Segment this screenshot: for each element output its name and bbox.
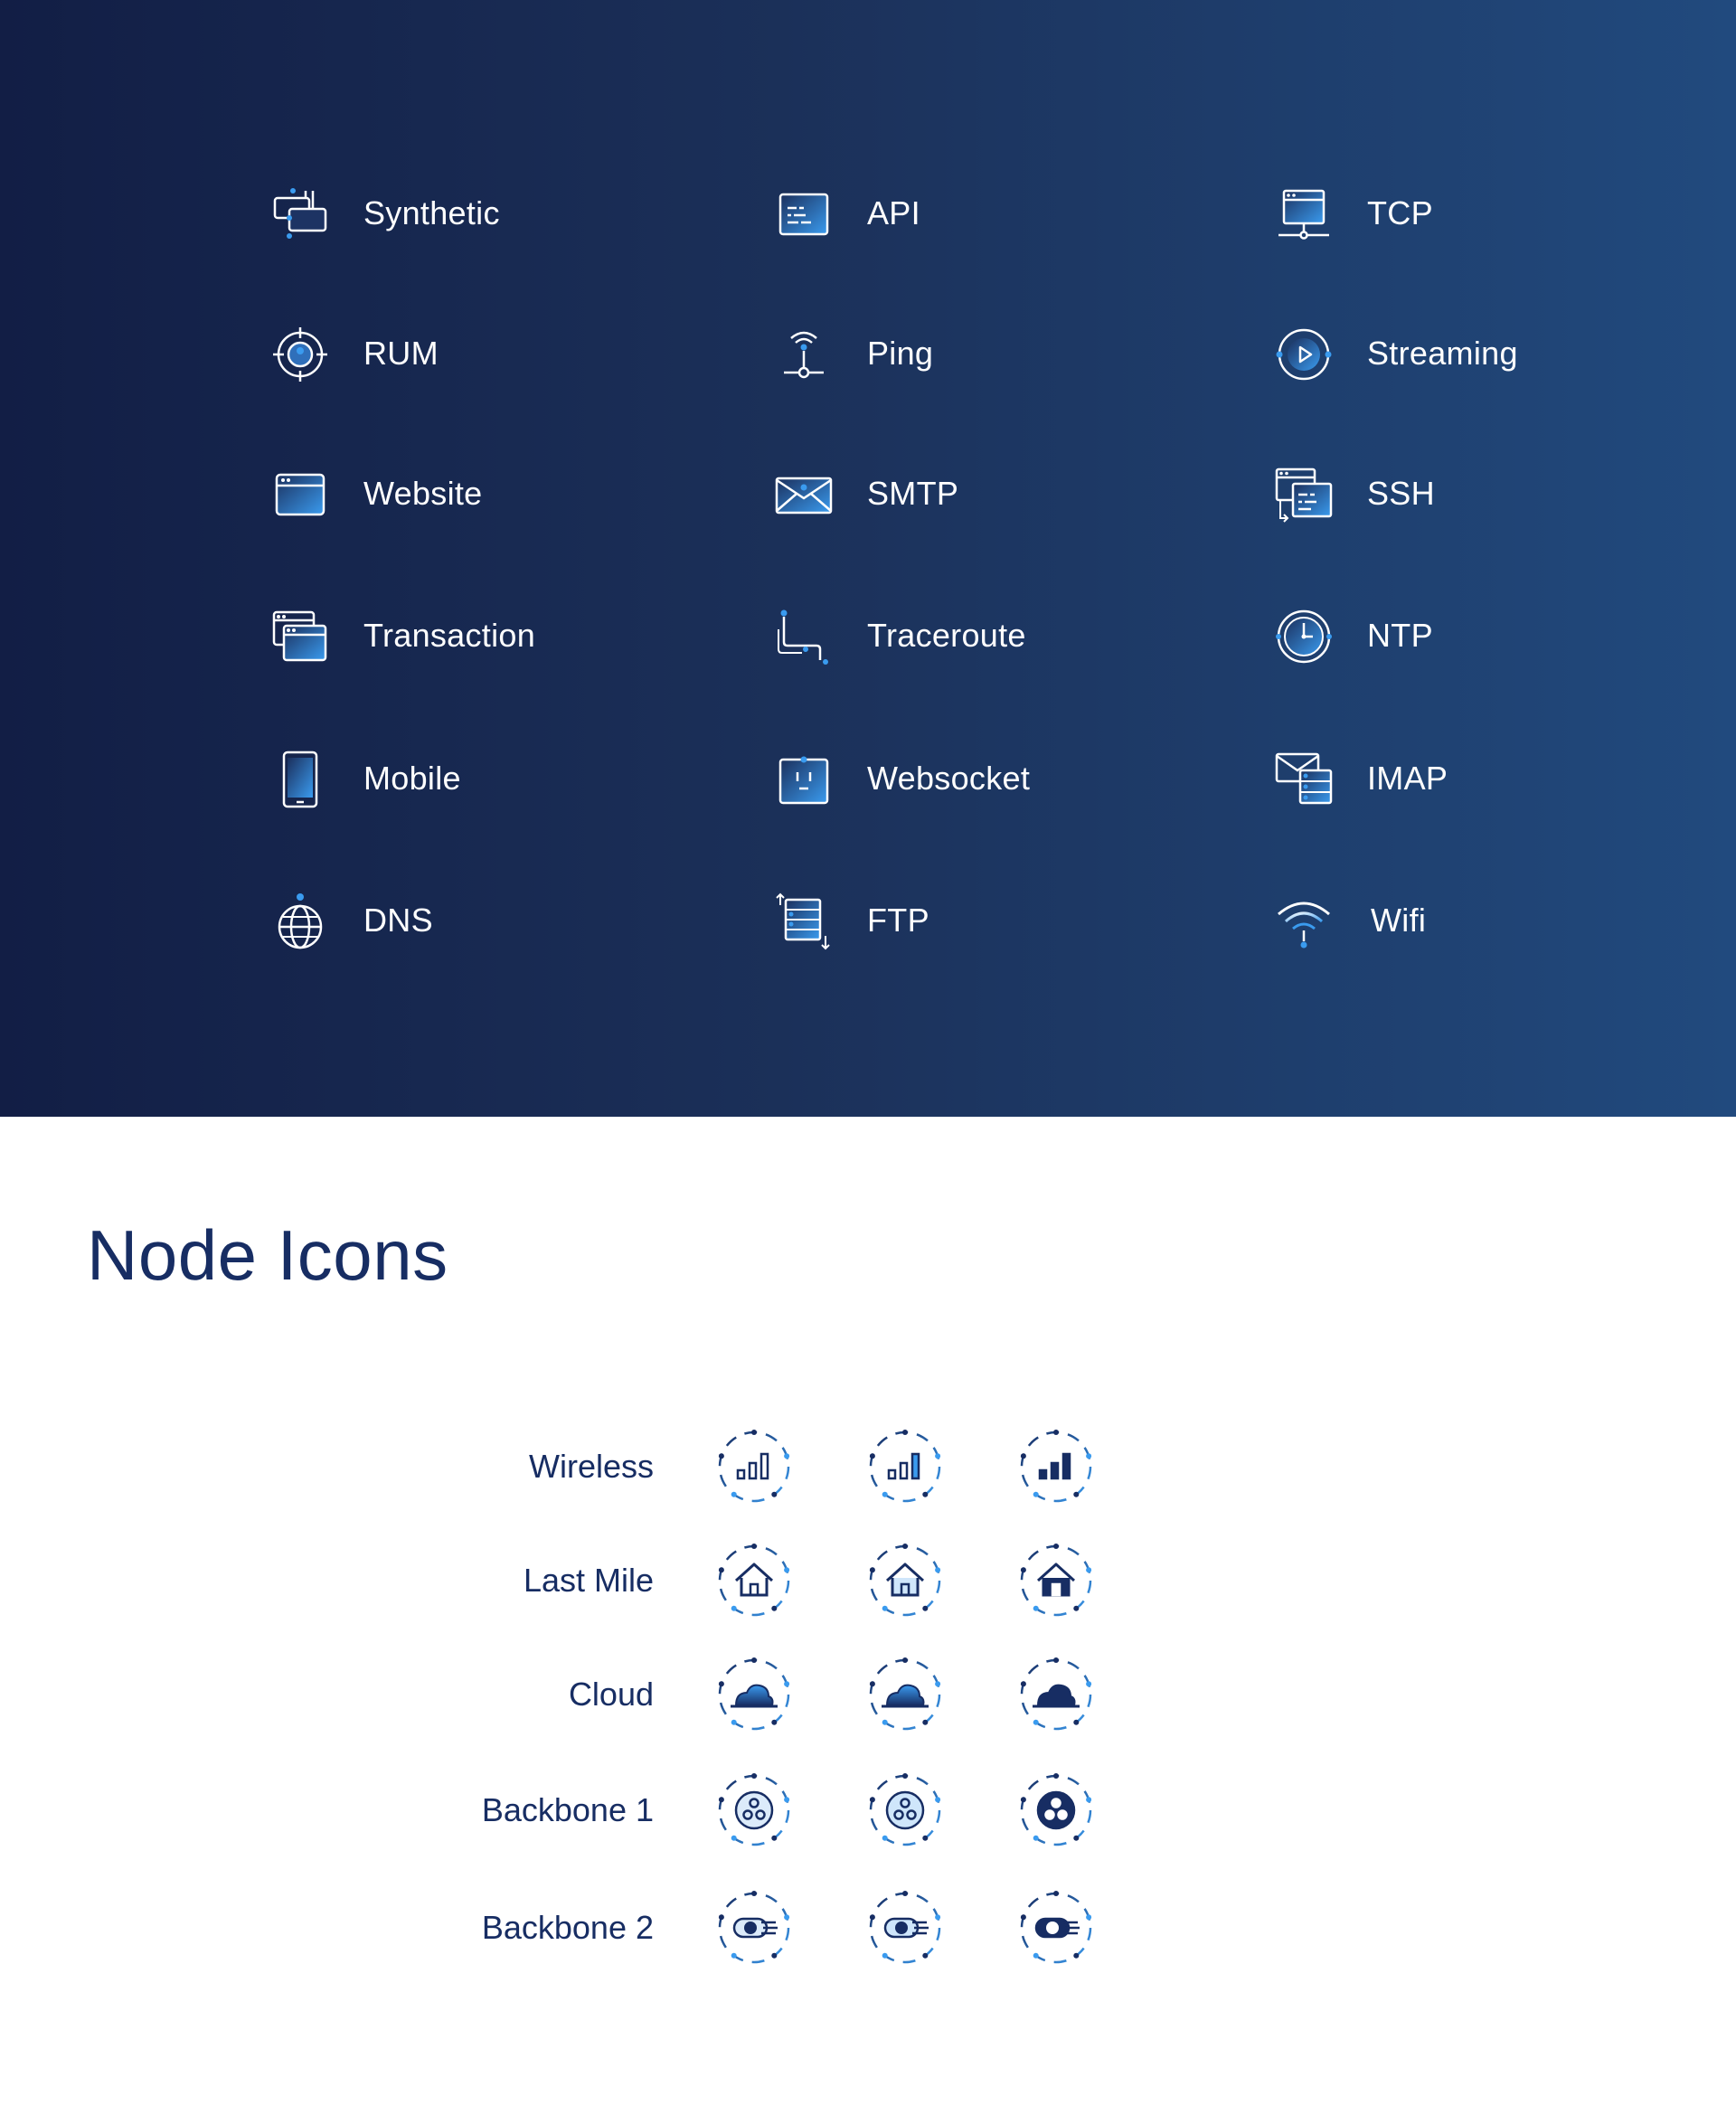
backbone-2-icon bbox=[711, 1884, 797, 1971]
websocket-plug-icon bbox=[775, 751, 833, 808]
backbone-1-icon bbox=[711, 1767, 797, 1854]
backbone-2-icon-gradient bbox=[862, 1884, 948, 1971]
last-mile-house-icon-outline bbox=[711, 1537, 797, 1624]
test-label: Traceroute bbox=[867, 617, 1026, 654]
cloud-icon bbox=[711, 1651, 797, 1738]
test-item-rum bbox=[271, 321, 741, 384]
cloud-icon bbox=[1013, 1651, 1099, 1738]
backbone-1-icon-outline bbox=[711, 1767, 797, 1854]
wireless-bars-icon bbox=[862, 1423, 948, 1510]
transaction-windows-icon bbox=[271, 608, 329, 666]
mobile-phone-icon bbox=[271, 751, 329, 808]
test-label: SSH bbox=[1367, 475, 1435, 512]
node-row-label-cloud: Cloud bbox=[568, 1676, 654, 1713]
test-label: Synthetic bbox=[363, 194, 500, 231]
ping-signal-icon bbox=[775, 326, 833, 383]
backbone-1-icon bbox=[862, 1767, 948, 1854]
last-mile-house-icon bbox=[711, 1537, 797, 1624]
backbone-1-icon-gradient bbox=[862, 1767, 948, 1854]
wireless-bars-icon-gradient bbox=[862, 1423, 948, 1510]
test-item-ping bbox=[775, 321, 1245, 384]
ntp-clock-icon bbox=[1275, 608, 1333, 666]
test-label: Mobile bbox=[363, 760, 461, 797]
test-label: TCP bbox=[1367, 194, 1433, 231]
ssh-terminal-icon bbox=[1275, 466, 1333, 524]
rum-target-icon bbox=[271, 326, 329, 383]
synthetic-icon bbox=[271, 185, 329, 243]
wireless-bars-icon bbox=[1013, 1423, 1099, 1510]
node-row-label-backbone-2: Backbone 2 bbox=[481, 1909, 654, 1946]
test-item-imap bbox=[1275, 746, 1736, 809]
test-label: NTP bbox=[1367, 617, 1433, 654]
test-item-ntp bbox=[1275, 603, 1736, 666]
test-label: RUM bbox=[363, 335, 439, 372]
test-label: Websocket bbox=[867, 760, 1031, 797]
tcp-network-icon bbox=[1275, 185, 1333, 243]
test-label: Streaming bbox=[1367, 335, 1518, 372]
test-label: SMTP bbox=[867, 475, 959, 512]
test-item-synthetic bbox=[271, 181, 741, 244]
test-label: Website bbox=[363, 475, 483, 512]
backbone-1-icon bbox=[1013, 1767, 1099, 1854]
test-item-tcp bbox=[1275, 181, 1736, 244]
wireless-bars-icon bbox=[711, 1423, 797, 1510]
test-label: IMAP bbox=[1367, 760, 1448, 797]
test-item-wifi bbox=[1275, 888, 1736, 951]
section-title: Node Icons bbox=[87, 1215, 448, 1295]
test-label: Ping bbox=[867, 335, 934, 372]
wireless-bars-icon-outline bbox=[711, 1423, 797, 1510]
cloud-icon-outline bbox=[711, 1651, 797, 1738]
test-item-ftp bbox=[775, 888, 1245, 951]
last-mile-house-icon-solid bbox=[1013, 1537, 1099, 1624]
test-item-traceroute bbox=[775, 603, 1245, 666]
test-item-website bbox=[271, 461, 741, 524]
website-window-icon bbox=[271, 466, 329, 524]
test-item-mobile bbox=[271, 746, 741, 809]
traceroute-path-icon bbox=[775, 608, 833, 666]
node-row-label-last-mile: Last Mile bbox=[523, 1562, 654, 1599]
cloud-icon-gradient bbox=[862, 1651, 948, 1738]
last-mile-house-icon-gradient bbox=[862, 1537, 948, 1624]
test-label: DNS bbox=[363, 902, 433, 939]
backbone-1-icon-solid bbox=[1013, 1767, 1099, 1854]
streaming-play-icon bbox=[1275, 326, 1333, 383]
dns-globe-icon bbox=[271, 892, 329, 950]
api-terminal-icon bbox=[775, 185, 833, 243]
test-item-streaming bbox=[1275, 321, 1736, 384]
test-item-dns bbox=[271, 888, 741, 951]
test-label: Transaction bbox=[363, 617, 536, 654]
test-item-smtp bbox=[775, 461, 1245, 524]
node-row-label-wireless: Wireless bbox=[528, 1448, 654, 1485]
wifi-icon bbox=[1275, 892, 1333, 950]
backbone-2-icon bbox=[862, 1884, 948, 1971]
last-mile-house-icon bbox=[1013, 1537, 1099, 1624]
test-item-api bbox=[775, 181, 1245, 244]
test-label: API bbox=[867, 194, 920, 231]
wireless-bars-icon-solid bbox=[1013, 1423, 1099, 1510]
imap-mail-server-icon bbox=[1275, 751, 1333, 808]
node-row-label-backbone-1: Backbone 1 bbox=[481, 1791, 654, 1828]
ftp-transfer-icon bbox=[775, 892, 833, 950]
test-label: Wifi bbox=[1371, 902, 1427, 939]
test-item-websocket bbox=[775, 746, 1245, 809]
last-mile-house-icon bbox=[862, 1537, 948, 1624]
cloud-icon-solid bbox=[1013, 1651, 1099, 1738]
smtp-envelope-icon bbox=[775, 466, 833, 524]
test-item-transaction bbox=[271, 603, 741, 666]
test-item-ssh bbox=[1275, 461, 1736, 524]
backbone-2-icon bbox=[1013, 1884, 1099, 1971]
test-label: FTP bbox=[867, 902, 929, 939]
backbone-2-icon-outline bbox=[711, 1884, 797, 1971]
backbone-2-icon-solid bbox=[1013, 1884, 1099, 1971]
cloud-icon bbox=[862, 1651, 948, 1738]
